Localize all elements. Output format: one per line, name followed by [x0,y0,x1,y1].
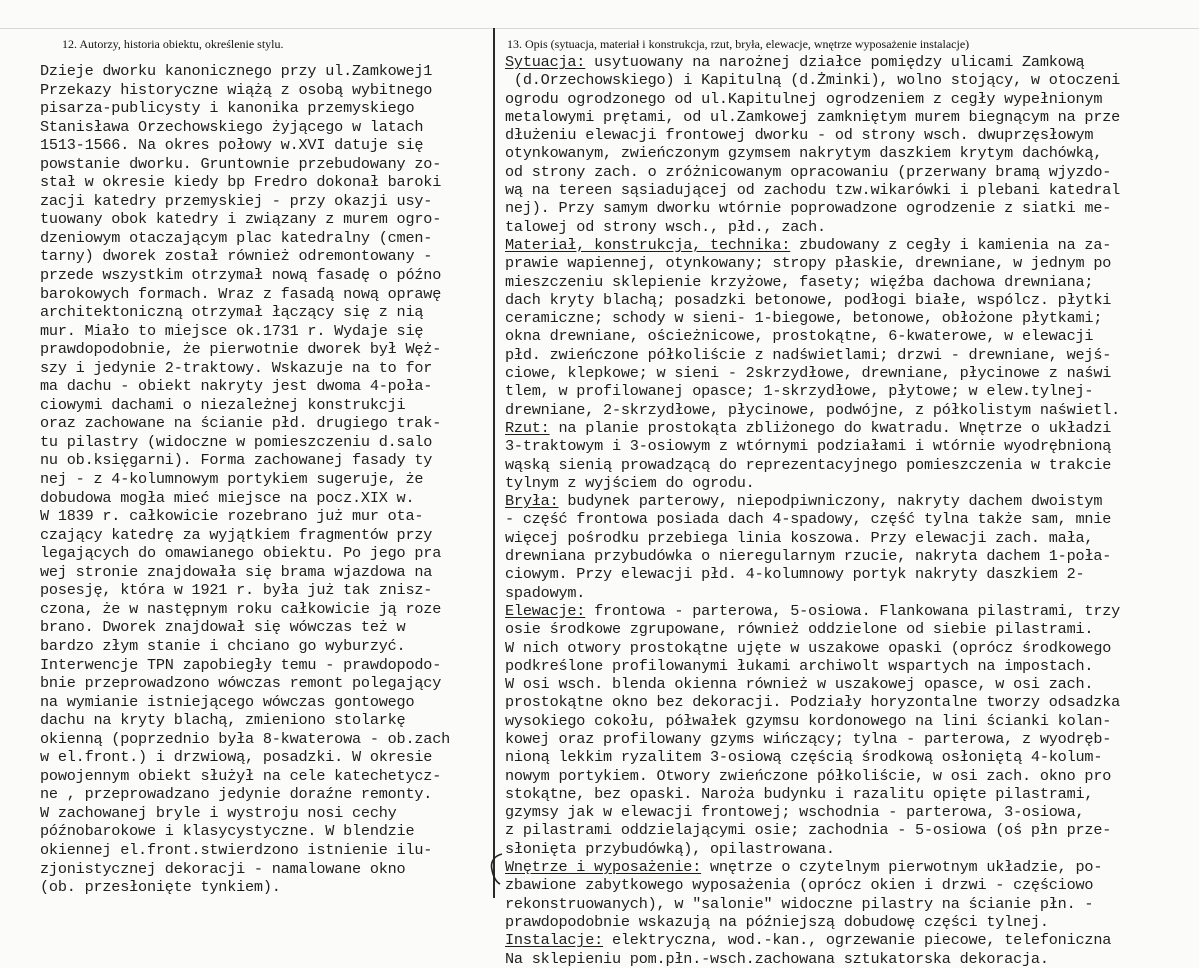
line-text: prawie wapiennej, otynkowany; stropy płaskie, drewniane, w jednym po [505,254,1112,273]
line-text: mieszczeniu sklepienie krzyżowe, fasety; więźba dachowa drewniana; [505,272,1094,291]
line-text: talowej od strony wsch., płd., zach. [505,217,826,236]
section-first-line [505,419,1199,437]
text-line [505,90,1199,108]
line-text: usytuowany na narożnej działce pomiędzy ulicami Zamkową [585,53,1085,71]
line-text: stokątne, bez opaski. Naroża budynku i razalitu opięte pilastrami, [505,784,1094,803]
line-text: ceramiczne; schody w sieni- 1-biegowe, betonowe, obłożone płytkami; [505,309,1103,328]
text-line [505,639,1199,657]
text-line [505,437,1199,455]
text-line [505,163,1199,181]
text-line: tuowany obok katedry i związany z murem ogro- [40,210,442,229]
text-line [505,273,1199,291]
left-column-header: 12. Autorzy, historia obiektu, określenie stylu. [62,37,284,51]
text-line [505,346,1199,364]
section-label: Rzut: [505,418,550,437]
text-line: powojennym obiekt służył na cele katechetycz- [40,766,442,785]
text-line: dzeniowym otaczającym plac katedralny (cmen- [40,228,433,247]
text-line: architektoniczną otrzymał łączący się z nią [40,303,424,322]
line-text: elektryczna, wod.-kan., ogrzewanie piecowe, telefoniczna [603,931,1112,950]
section-first-line [505,492,1199,510]
line-text: nioną lekkim ryzalitem 3-osiową częścią środkową osłoniętą 4-kolum- [505,748,1103,767]
text-line [505,547,1199,565]
text-line [505,913,1199,931]
text-line [505,71,1199,89]
text-line [505,510,1199,528]
text-line [505,108,1199,126]
line-text: budynek parterowy, niepodpiwniczony, nakryty dachem dwoistym [558,492,1103,511]
text-line [505,309,1199,327]
text-line [505,474,1199,492]
line-text: prawdopodobnie wskazują na późniejszą dobudowę części tylnej. [505,912,1049,931]
text-line [505,584,1199,602]
line-text: ogrodu ogrodzonego od ul.Kapitulnej ogrodzeniem z cegły wypełnionym [505,89,1103,108]
line-text: gzymsy jak w elewacji frontowej; wschodnia - parterowa, 3-osiowa, [505,803,1085,822]
text-line: prawdopodobnie, że pierwotnie dworek był Węż- [40,340,442,359]
text-line: okiennej el.front.stwierdzono istnienie ilu- [40,840,433,859]
text-line: oraz zachowane na ścianie płd. drugiego trak- [40,414,442,433]
line-text: na planie prostokąta zbliżonego do kwatradu. Wnętrze o układzi [549,418,1112,437]
line-text: więcej pośrodku przebiega linia koszowa. Przy elewacji zach. mała, [505,528,1094,547]
text-line [505,382,1199,400]
text-line [505,803,1199,821]
text-line: W zachowanej bryle i wystroju nosi cechy [40,803,397,822]
line-text: drewniane, 2-skrzydłowe, płycinowe, podwójne, z półkolistym naświetl. [505,400,1121,419]
text-line [505,950,1199,968]
line-text: metalowymi prętami, od ul.Zamkowej zamkniętym murem biegnącym na prze [505,107,1121,126]
text-line: ma dachu - obiekt nakryty jest dwoma 4-poła- [40,377,433,396]
text-line [505,181,1199,199]
text-line [505,767,1199,785]
text-line [505,895,1199,913]
text-line [505,748,1199,766]
text-line: ne , przeprowadzano jedynie doraźne remonty. [40,785,433,804]
line-text: ciowym. Przy elewacji płd. 4-kolumnowy portyk nakryty daszkiem 2- [505,565,1085,584]
text-line [505,693,1199,711]
text-line: 1513-1566. Na okres połowy w.XVI datuje się [40,136,424,155]
section-first-line [505,858,1199,876]
line-text: płd. zwieńczone półkoliście z nadświetlami; drzwi - drewniane, wejś- [505,345,1112,364]
text-line: stał w okresie kiedy bp Fredro dokonał baroki [40,173,442,192]
section-first-line [505,602,1199,620]
text-line [505,529,1199,547]
history-text-column [40,62,490,897]
text-line: w el.front.) i drzwiową, posadzki. W okresie [40,748,433,767]
text-line [505,565,1199,583]
line-text: nej). Przy samym dworku wtórnie poprowadzone ogrodzenie z siatki me- [505,199,1112,218]
text-line: W 1839 r. całkowicie rozebrano już mur ota- [40,507,424,526]
line-text: słonięta przybudówką), opilastrowana. [505,839,835,858]
text-line: ciowymi dachami o niezależnej konstrukcji [40,395,406,414]
line-text: tylnym z wyjściem do ogrodu. [505,473,755,492]
text-line: zacji katedry przemyskiej - przy okazji usy- [40,191,433,210]
text-line: dobudowa mogła mieć miejsce na pocz.XIX w. [40,488,415,507]
line-text: ciowe, klepkowe; w sieni - 2skrzydłowe, drewniane, płycinowe z naświ [505,364,1112,383]
text-line [505,291,1199,309]
text-line: bnie przeprowadzono wówczas remont polegający [40,674,442,693]
line-text: nowym portykiem. Otwory zwieńczone półkoliście, w osi zach. okno pro [505,766,1112,785]
text-line: wej stronie znajdowała się brama wjazdowa na [40,562,433,581]
text-line: tu pilastry (widoczne w pomieszczeniu d.salo [40,432,433,451]
description-text-column [505,53,1199,968]
line-text: W osi wsch. blenda okienna również w uszakowej opasce, w osi zach. [505,675,1094,694]
text-line [505,876,1199,894]
text-line: zjonistycznej dekoracji - namalowane okno [40,859,406,878]
line-text: Na sklepieniu pom.płn.-wsch.zachowana sztukatorska dekoracja. [505,949,1049,968]
line-text: tlem, w profilowanej opasce; 1-skrzydłowe, płytowe; w elew.tylnej- [505,382,1094,401]
line-text: (d.Orzechowskiego) i Kapitulną (d.Żminki), wolno stojący, w otoczeni [505,71,1121,90]
text-line [505,327,1199,345]
line-text: dłużeniu elewacji frontowej dworku - od strony wsch. dwuprzęsłowym [505,126,1094,145]
text-line [505,712,1199,730]
line-text: spadowym. [505,583,586,602]
text-line: barokowych formach. Wraz z fasadą nową oprawę [40,284,442,303]
section-label: Materiał, konstrukcja, technika: [505,235,791,254]
text-line: przede wszystkim otrzymał nową fasadę o późno [40,266,442,285]
right-column-header: 13. Opis (sytuacja, materiał i konstrukcja, rzut, bryła, elewacje, wnętrze wyposażenie instalacje) [507,37,970,51]
line-text: okna drewniane, ościeżnicowe, prostokątne, 6-kwaterowe, w elewacji [505,327,1094,346]
line-text: z pilastrami oddzielającymi osie; zachodnia - 5-osiowa (oś płn prze- [505,821,1112,840]
line-text: wą na tereen sąsiadującej od zachodu tzw.wikarówki i plebani katedral [505,181,1121,200]
text-line: brano. Dworek znajdował się wówczas też w [40,618,406,637]
line-text: frontowa - parterowa, 5-osiowa. Flankowana pilastrami, trzy [585,601,1121,620]
text-line: posesję, która w 1921 r. była już tak znisz- [40,581,433,600]
line-text: zbudowany z cegły i kamienia na za- [790,235,1112,254]
text-line: pisarza-publicysty i kanonika przemyskiego [40,99,415,118]
text-line [505,821,1199,839]
section-label: Instalacje: [505,931,604,950]
text-line [505,254,1199,272]
text-line: nej - z 4-kolumnowym portykiem sugeruje, że [40,470,424,489]
handwritten-hook-mark [488,852,506,886]
line-text: - część frontowa posiada dach 4-spadowy, część tylna także sam, mnie [505,510,1112,529]
text-line: okienną (poprzednio była 8-kwaterowa - ob.zach [40,729,451,748]
section-label: Sytuacja: [505,53,586,71]
text-line: nu ob.księgarni). Forma zachowanej fasady ty [40,451,433,470]
text-line: dachu na kryty blachą, zmieniono stolarkę [40,711,406,730]
text-line: Stanisława Orzechowskiego żyjącego w latach [40,117,424,136]
section-label: Bryła: [505,492,559,511]
text-line [505,657,1199,675]
text-line: późnobarokowe i klasycystyczne. W blendzie [40,822,415,841]
text-line: legających do omawianego obiektu. Po jego pra [40,544,442,563]
section-label: Wnętrze i wyposażenie: [505,858,702,877]
text-line: mur. Miało to miejsce ok.1731 r. Wydaje się [40,321,424,340]
text-line [505,730,1199,748]
text-line: Dzieje dworku kanonicznego przy ul.Zamkowej1 [40,62,433,80]
text-line [505,364,1199,382]
column-divider [493,28,495,898]
text-line [505,218,1199,236]
text-line [505,620,1199,638]
section-first-line [505,931,1199,949]
text-line [505,675,1199,693]
line-text: drewniana przybudówka o nieregularnym rzucie, nakryta dachem 1-poła- [505,547,1112,566]
text-line: czający katedrę za wyjątkiem fragmentów przy [40,525,433,544]
line-text: rekonstruowanych), w "salonie" widoczne pilastry na ścianie płn. - [505,894,1094,913]
text-line [505,840,1199,858]
text-line: czona, że w następnym roku całkowicie ją roze [40,599,442,618]
text-line: Interwencje TPN zapobiegły temu - prawdopodo- [40,655,442,674]
line-text: W nich otwory prostokątne ujęte w uszakowe opaski (oprócz środkowego [505,638,1112,657]
section-first-line [505,53,1199,71]
line-text: kowej oraz profilowany gzyms wińczący; tylna - parterowa, z wyodręb- [505,729,1112,748]
line-text: 3-traktowym i 3-osiowym z wtórnymi podziałami i wtórnie wyodrębnioną [505,437,1112,456]
text-line [505,785,1199,803]
text-line [505,199,1199,217]
text-line: (ob. przesłonięte tynkiem). [40,878,281,897]
text-line [505,126,1199,144]
text-line: bardzo złym stanie i chciano go wyburzyć. [40,636,406,655]
line-text: wnętrze o czytelnym pierwotnym układzie, po- [701,858,1103,877]
text-line: Przekazy historyczne wiążą z osobą wybitnego [40,80,433,99]
text-line [505,456,1199,474]
section-label: Elewacje: [505,601,586,620]
top-rule [0,28,1199,29]
text-line [505,144,1199,162]
text-line: tarny) dworek został również odremontowany - [40,247,433,266]
line-text: podkreślone profilowanymi łukami archiwolt wspartych na impostach. [505,656,1094,675]
text-line: na wymianie istniejącego wówczas gontowego [40,692,415,711]
line-text: od strony zach. o zróżnicowanym opracowaniu (przerwany bramą wjyzdo- [505,162,1112,181]
line-text: dach kryty blachą; posadzki betonowe, podłogi białe, wspólcz. płytki [505,290,1112,309]
line-text: otynkowanym, zwieńczonym gzymsem nakrytym daszkiem krytym dachówką, [505,144,1103,163]
line-text: osie środkowe zgrupowane, również oddzielone od siebie pilastrami. [505,620,1094,639]
section-first-line [505,236,1199,254]
text-line: szy i jedynie 2-traktowy. Wskazuje na to for [40,358,433,377]
text-line [505,401,1199,419]
text-line: powstanie dworku. Gruntownie przebudowany zo- [40,154,442,173]
line-text: zbawione zabytkowego wyposażenia (oprócz okien i drzwi - częściowo [505,876,1094,895]
line-text: prostokątne okno bez dekoracji. Podziały horyzontalne tworzy odsadzka [505,693,1121,712]
line-text: wąską sienią prowadzącą do reprezentacyjnego pomieszczenia w trakcie [505,455,1112,474]
line-text: wysokiego cokołu, półwałek gzymsu kordonowego na lini ścianki kolan- [505,711,1112,730]
